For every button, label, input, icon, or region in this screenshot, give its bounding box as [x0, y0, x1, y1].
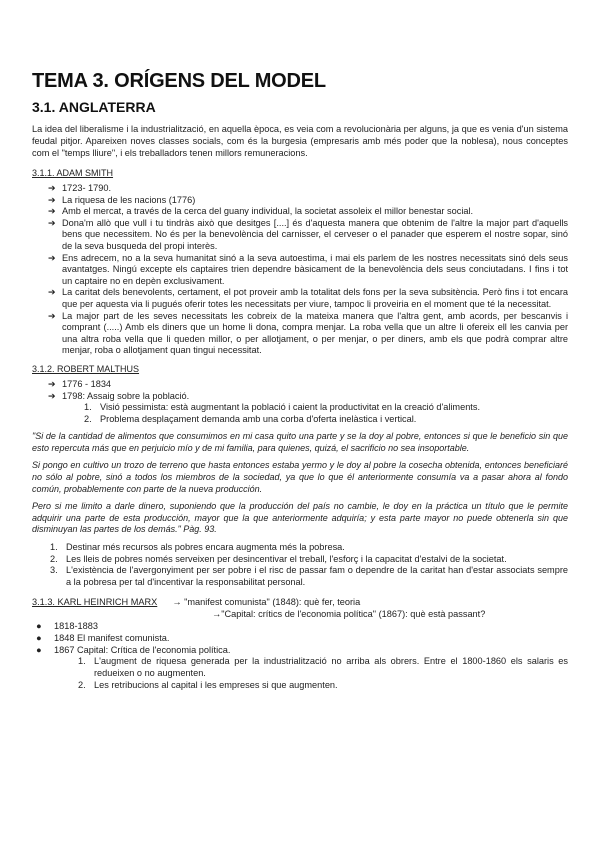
list-item: ➔ La major part de les seves necessitats les cobreix de la mateixa manera que l'altra gent, amb acords, per bescanvis i comprant (.....) Amb els diners que un home li dona, compra menjar. La roba vella que un altre li ofereix ell les canvia per una altra roba vella que li queden millor, o per allotjament, o per menjar, o per diners, amb els que podrà comprar altre menjar, roba o allotjament quan tingui necessitat. [48, 310, 568, 356]
marx-sublist [32, 656, 568, 691]
arrow-icon: ➔ [48, 183, 56, 193]
malthus-quote: Pero si me limito a darle dinero, suponiendo que la producción del país no cambie, le doy en la práctica un título que le permite adquirir una parte de esta producción, mayor que la que anteriormente adquiría; y esta parte mayor no puede obtenerla sin que disminuyan las partes de los demás." Pàg. 93. [32, 501, 568, 535]
page-title: TEMA 3. ORÍGENS DEL MODEL [32, 70, 326, 92]
arrow-icon: ➔ [48, 287, 56, 298]
list-item: ● 1848 El manifest comunista. [36, 633, 170, 644]
list-item: 1. L'augment de riquesa generada per la industrialització no arriba als obrers. Entre el 1800-1860 els salaris es redueixen o no augmenten. [78, 656, 568, 678]
malthus-list [32, 379, 568, 402]
marx-list [32, 620, 568, 656]
intro-paragraph: La idea del liberalisme i la industrialització, en aquella època, es veia com a revolucionària per alguns, ja que es venia d'un sistema feudal pitjor. Apareixen noves classes socials, com és la burgesia (empresaris amb més poder que la noblesa), nous conceptes com el "temps lliure", i els treballadors tenen millors remuneracions. [32, 124, 568, 158]
list-item: ➔ Dona'm allò que vull i tu tindràs això que desitges [....] és d'aquesta manera que obtenim de l'altre la major part d'aquells bens que necessitem. No és per la benevolència del carnisser, el cerveser o el panader que esperem el nostre sopar, sinó de la seva busqueda del propi interès. [48, 217, 568, 251]
arrow-icon: ➔ [48, 194, 56, 205]
arrow-icon: ➔ [48, 378, 56, 389]
bullet-icon: ● [36, 621, 42, 632]
marx-note-2: →"Capital: crítics de l'economia política" (1867): què està passant? [212, 609, 486, 620]
malthus-quote: "Si de la cantidad de alimentos que consumimos en mi casa quito una parte y se la doy al pobre, entonces si que le beneficio sin que esto repercuta más que en perjuicio mío y de mi familia, para quienes, quizá, el sacrificio no sea insoportable. [32, 431, 568, 453]
arrow-icon: ➔ [48, 390, 56, 401]
list-item: ➔ La riquesa de les nacions (1776) [48, 194, 196, 205]
list-item: ➔ 1776 - 1834 [48, 378, 112, 389]
list-item: ➔ Ens adrecem, no a la seva humanitat sinó a la seva autoestima, i mai els parlem de les nostres necessitats sinó dels seus avantatges. Ningú excepte els captaires trien dependre bàsicament de la benevolència dels seus conciutadans. I fins i tot un captaire no en depèn exclusivament. [48, 252, 568, 286]
list-item: ➔ 1723- 1790. [48, 183, 112, 193]
smith-list [32, 183, 568, 357]
arrow-icon: ➔ [48, 217, 56, 228]
arrow-icon: ➔ [48, 252, 56, 263]
bullet-icon: ● [36, 633, 42, 644]
list-item: 2. Les retribucions al capital i les empreses si que augmenten. [78, 679, 338, 690]
list-item: 3. L'existència de l'avergonyiment per ser pobre i el risc de passar fam o dependre de la caritat han d'estar associats sempre a la pobresa per tal d'incentivar la responsabilitat personal. [50, 565, 568, 587]
list-item: 1. Visió pessimista: està augmentant la població i caient la productivitat en la creació d'aliments. [84, 402, 481, 413]
list-item: ➔ La caritat dels benevolents, certament, el pot proveir amb la totalitat dels fons per la seva subsitència. Però fins i tot encara que per aquesta via li pugués oferir totes les necessitats per viure, tampoc li proveiria en el moment que té la necessitat. [48, 287, 568, 309]
section-heading: 3.1. ANGLATERRA [32, 99, 156, 115]
list-item: 2. Problema desplaçament demanda amb una corba d'oferta inelàstica i vertical. [84, 413, 417, 424]
list-item: 2. Les lleis de pobres només serveixen per desincentivar el treball, l'esforç i la capacitat d'estalvi de la societat. [50, 553, 507, 564]
list-item: 1. Destinar més recursos als pobres encara augmenta més la pobresa. [50, 542, 345, 553]
list-item: ● 1867 Capital: Crítica de l'economia política. [36, 645, 231, 656]
malthus-sublist [32, 402, 568, 425]
bullet-icon: ● [36, 645, 42, 656]
list-item: ➔ Amb el mercat, a través de la cerca del guany individual, la societat assoleix el millor benestar social. [48, 206, 474, 217]
marx-heading: 3.1.3. KARL HEINRICH MARX [32, 597, 158, 608]
arrow-icon: ➔ [48, 310, 56, 321]
marx-note-1: → "manifest comunista" (1848): què fer, teoria [172, 597, 361, 608]
smith-heading: 3.1.1. ADAM SMITH [32, 168, 114, 178]
marx-heading-line [32, 596, 568, 608]
malthus-points [32, 542, 568, 588]
malthus-heading: 3.1.2. ROBERT MALTHUS [32, 363, 140, 374]
malthus-quote: Si pongo en cultivo un trozo de terreno que hasta entonces estaba yermo y le doy al pobre la cosecha obtenida, entonces beneficiaré no sólo al pobre, sinó a todos los miembros de la sociedad, ya que lo que él anteriormente consumía va a pasar ahora al fondo común, probablemente con parte de la nueva producción. [32, 460, 568, 494]
list-item: ● 1818-1883 [36, 621, 98, 632]
arrow-icon: ➔ [48, 206, 56, 217]
list-item: ➔ 1798: Assaig sobre la població. [48, 390, 190, 401]
